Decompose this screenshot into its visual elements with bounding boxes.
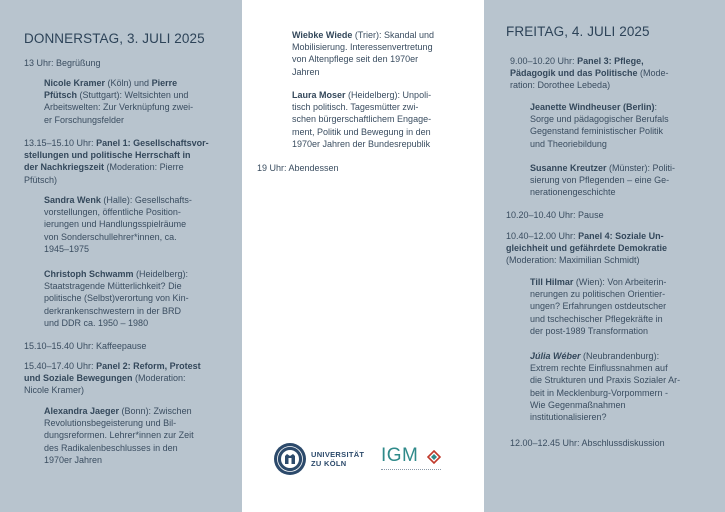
welcome-talk: Nicole Kramer (Köln) und Pierre Pfütsch (Stuttgart): Weltsichten und Arbeitswelten: Zur Verknüpfung zwei- er Forschungsfelder — [44, 78, 194, 125]
day1-title: DONNERSTAG, 3. JULI 2025 — [24, 31, 205, 46]
closing-discussion: 12.00–12.45 Uhr: Abschlussdiskussion — [510, 438, 665, 448]
talk-wiede: Wiebke Wiede (Trier): Skandal und Mobilisierung. Interessenvertretung von Altenpflege seit den 1970er Jahren — [292, 30, 435, 77]
panel2-heading: 15.40–17.40 Uhr: Panel 2: Reform, Protest und Soziale Bewegungen (Moderation: Nicole Kramer) — [24, 361, 201, 396]
talk-windheuser: Jeanette Windheuser (Berlin): Sorge und pädagogischer Berufals Gegenstand feministischer Politik und Theoriebildung — [530, 102, 669, 149]
talk-weber: Júlia Wéber (Neubrandenburg): Extrem rechte Einflussnahmen auf die Strukturen und Praxis Sozialer Ar- beit in Mecklenburg-Vorpommern - Wie Gegenmaßnahmen institutionalisieren? — [530, 351, 681, 423]
igm-diamond-icon — [427, 450, 441, 464]
university-seal-icon — [273, 442, 307, 476]
uzk-line1: UNIVERSITÄT — [311, 450, 365, 459]
talk-wenk: Sandra Wenk (Halle): Gesellschafts- vorstellungen, öffentliche Position- ierungen und Handlungsspielräume von Sonderschullehrer*innen, ca. 1945–1975 — [44, 195, 192, 254]
talk-kreutzer: Susanne Kreutzer (Münster): Politi- sierung von Pflegenden – eine Ge- nerationengeschichte — [530, 163, 676, 198]
welcome-time: 13 Uhr: Begrüßung — [24, 58, 101, 68]
dinner: 19 Uhr: Abendessen — [257, 163, 339, 173]
panel4-heading: 10.40–12.00 Uhr: Panel 4: Soziale Un- gleichheit und gefährdete Demokratie (Moderation: Maximilian Schmidt) — [506, 231, 668, 266]
pause: 10.20–10.40 Uhr: Pause — [506, 210, 604, 220]
panel1-heading: 13.15–15.10 Uhr: Panel 1: Gesellschaftsvor- stellungen und politische Herrschaft in der Nachkriegszeit (Moderation: Pierre Pfütsch) — [24, 138, 209, 185]
day2-title: FREITAG, 4. JULI 2025 — [506, 24, 650, 39]
talk-moser: Laura Moser (Heidelberg): Unpoli- tisch politisch. Tagesmütter zwi- schen bürgerschaftlichem Engage- ment, Politik und Bewegung in den 1970er Jahren der Bundesrepublik — [292, 90, 432, 149]
talk-hilmar: Till Hilmar (Wien): Von Arbeiterin- nerungen zu politischen Orientier- ungen? Erfahrungen ostdeutscher und tschechischer Pflegekräfte in der post-1989 Transformation — [530, 277, 667, 336]
igm-subline-rule — [381, 468, 441, 470]
igm-logo — [381, 445, 471, 473]
coffee-break: 15.10–15.40 Uhr: Kaffeepause — [24, 341, 147, 351]
uzk-line2: ZU KÖLN — [311, 459, 347, 468]
igm-wordmark: IGM — [381, 445, 419, 466]
panel3-heading: 9.00–10.20 Uhr: Panel 3: Pflege, Pädagogik und das Politische (Mode- ration: Dorothee Lebeda) — [510, 56, 669, 91]
talk-schwamm: Christoph Schwamm (Heidelberg): Staatstragende Mütterlichkeit? Die politische (Selbst)verortung von Kin- derkrankenschwestern in der BRD und DDR ca. 1950 – 1980 — [44, 269, 189, 328]
talk-jaeger: Alexandra Jaeger (Bonn): Zwischen Revolutionsbegeisterung und Bil- dungsreformen. Lehrer*innen zur Zeit des Radikalenbeschlusses in den 1970er Jahren — [44, 406, 194, 465]
